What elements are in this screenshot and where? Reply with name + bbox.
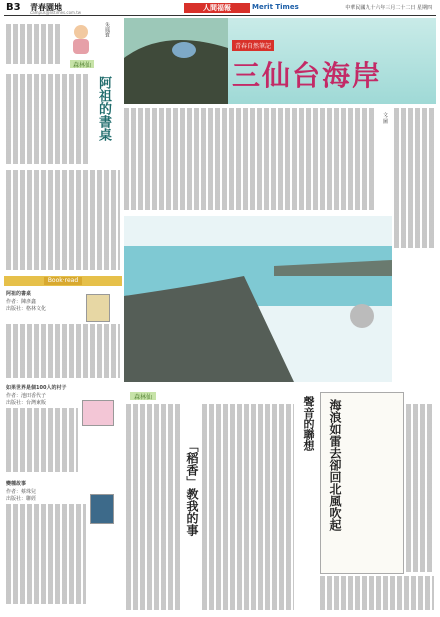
- book-title: 變種故事: [6, 481, 27, 487]
- book-corner-bar: [4, 276, 122, 286]
- article-text: [320, 576, 434, 610]
- book-author: 作者：蔡珠兒: [6, 489, 37, 495]
- poem-char: 海: [328, 399, 342, 411]
- article-text: [124, 108, 374, 210]
- book-review-1: [4, 290, 122, 380]
- book-review-2: [4, 384, 122, 476]
- poem-char: 回: [328, 471, 342, 483]
- article-text: [6, 24, 62, 64]
- review-text: [6, 324, 120, 378]
- coast-illustration: [124, 216, 392, 382]
- author-tag: 森林仙: [130, 392, 156, 400]
- poem-char: 起: [328, 519, 342, 531]
- book-review-3: [4, 480, 122, 610]
- review-text: [6, 504, 86, 604]
- poem-char: 卻: [328, 459, 342, 471]
- review-text: [6, 408, 78, 472]
- header-rule: [4, 15, 436, 16]
- article-text: [202, 404, 294, 610]
- bottom-section: [124, 392, 436, 614]
- feature-article: [124, 18, 436, 388]
- poem-char: 去: [328, 447, 342, 459]
- article-text: [6, 170, 120, 270]
- book-publisher: 出版社：格林文化: [6, 306, 47, 312]
- newspaper-logo: 人間福報: [184, 3, 250, 13]
- masthead: [0, 0, 440, 16]
- section-name: 青春園地: [30, 3, 62, 12]
- book-section-tag: Book·read: [44, 277, 82, 285]
- book-publisher: 出版社：聯經: [6, 496, 37, 502]
- poem-char: 如: [328, 423, 342, 435]
- book-publisher: 出版社：台灣東販: [6, 400, 47, 406]
- book-cover: [86, 294, 110, 322]
- poem-char: 北: [328, 483, 342, 495]
- article-text: [126, 404, 180, 610]
- column-tag: 森林仙: [70, 60, 94, 68]
- page-number: B3: [6, 2, 21, 13]
- left-column: [4, 18, 122, 613]
- book-cover: [82, 400, 114, 426]
- poem-char: 吹: [328, 507, 342, 519]
- feature-title: 三仙台海岸: [232, 59, 383, 92]
- byline: 文‧圖: [382, 112, 388, 124]
- story-title: 「稻香」教我的事: [185, 440, 199, 536]
- issue-date: 中華民國九十六年三月二十二日 星期四: [345, 5, 432, 11]
- book-title: 如果世界是個100人的村子: [6, 385, 67, 391]
- poem-box: [320, 392, 404, 574]
- author-name: 朱鳳寶: [104, 22, 110, 37]
- poem-char: 雷: [328, 435, 342, 447]
- book-author: 作者：陳彥鑫: [6, 299, 37, 305]
- logo-english: Merit Times: [252, 3, 299, 11]
- poem-title: 聲音的聯想: [302, 396, 315, 451]
- series-tag: 青春自然筆記: [232, 40, 274, 51]
- article-text: [6, 74, 90, 164]
- article-text: [406, 404, 434, 572]
- article-text: [394, 108, 434, 248]
- section-email: campus@listimes.com.tw: [30, 10, 82, 15]
- author-sketch: [66, 22, 96, 56]
- poem-text: [327, 399, 343, 559]
- book-cover: [90, 494, 114, 524]
- title-banner: [228, 18, 436, 104]
- feature-photo: [124, 18, 228, 104]
- poem-char: 浪: [328, 411, 342, 423]
- book-author: 作者：池田香代子: [6, 393, 47, 399]
- poem-char: 風: [328, 495, 342, 507]
- column-title: 阿祖的書桌: [96, 76, 111, 141]
- book-title: 阿祖的書桌: [6, 291, 32, 297]
